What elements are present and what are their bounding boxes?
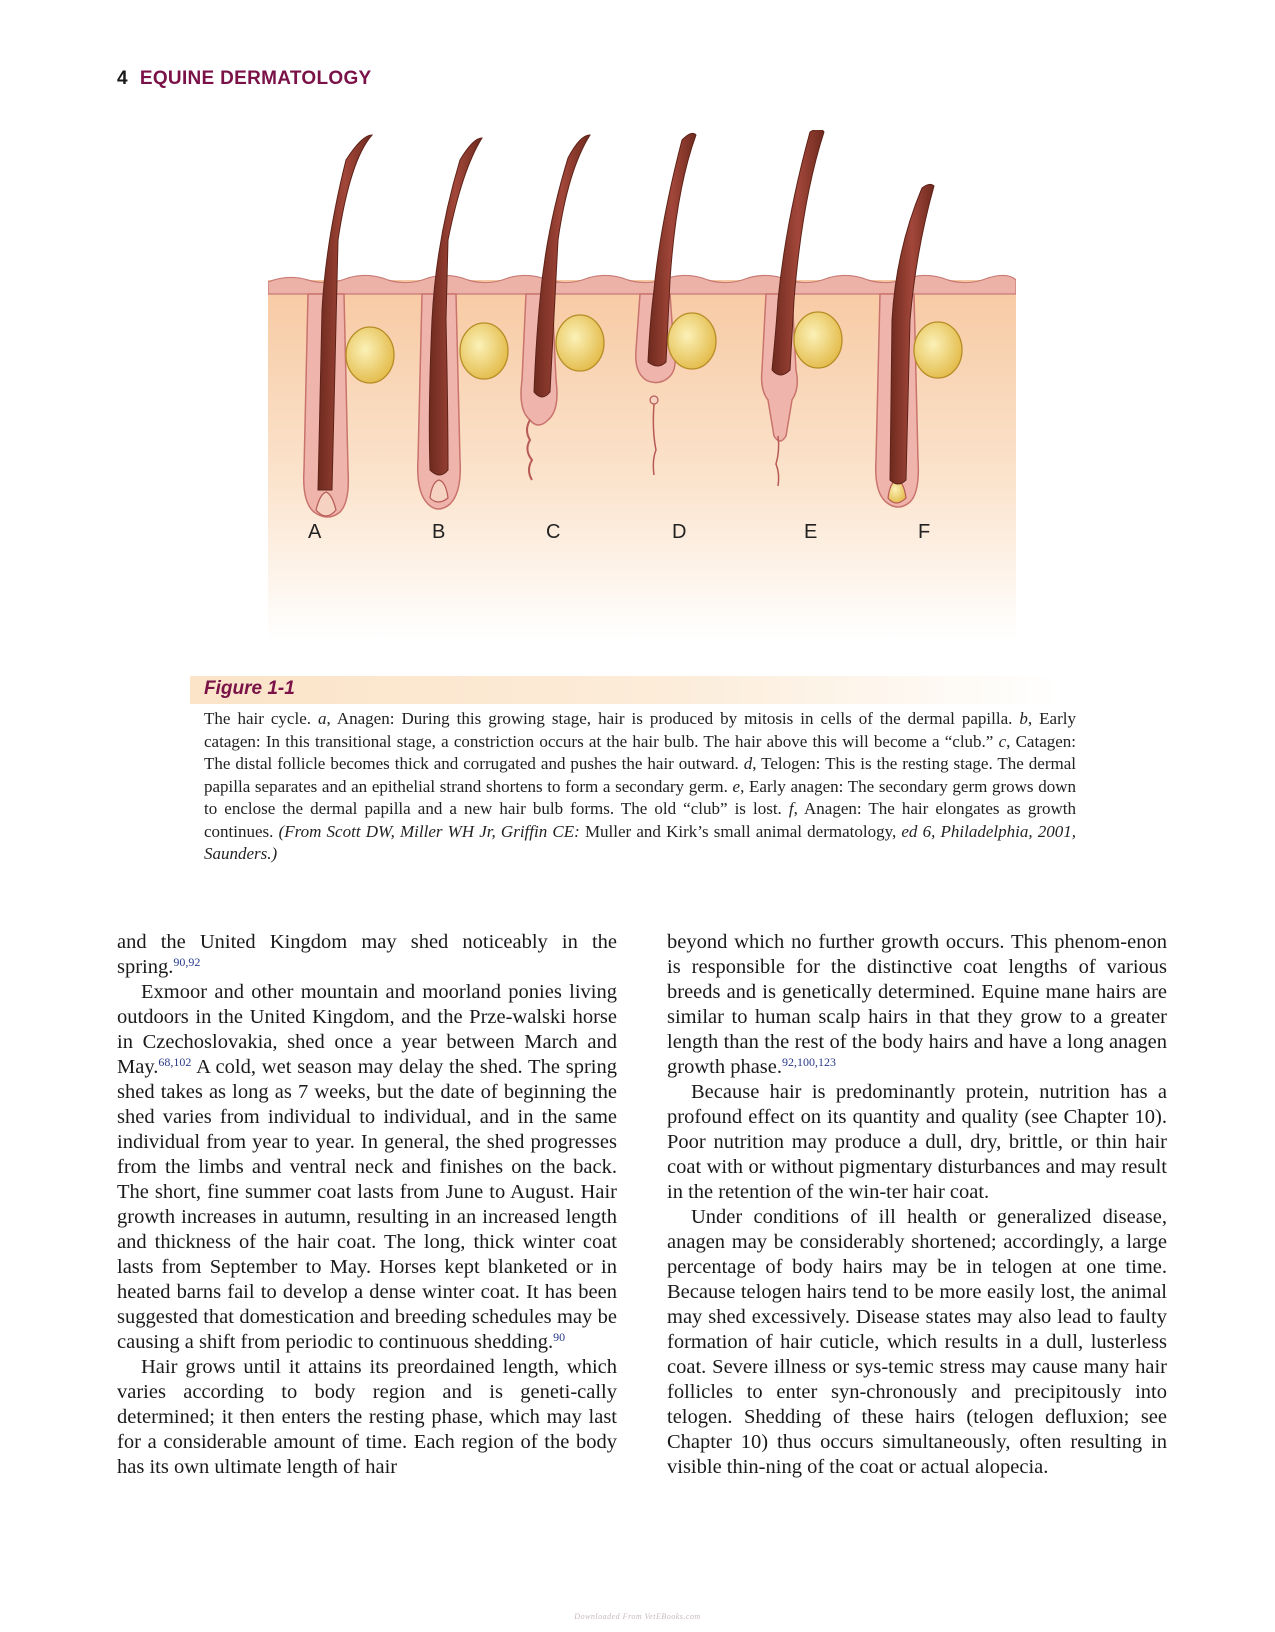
caption-segment: ed 6, Philadelphia, 2001, Saunders.): [204, 821, 1076, 863]
caption-segment: , Anagen: The hair elongates as growth continues.: [204, 799, 1076, 841]
page-number: 4: [117, 68, 128, 89]
caption-segment: , Anagen: During this growing stage, hair is produced by mitosis in cells of the dermal papilla.: [326, 709, 1020, 728]
caption-segment: a: [318, 709, 327, 728]
panel-label-f: F: [918, 521, 931, 543]
panel-label-c: C: [546, 521, 561, 543]
body-paragraph: [667, 930, 1167, 1080]
panel-label-d: D: [672, 521, 687, 543]
caption-segment: d: [743, 754, 753, 773]
caption-segment: e: [732, 776, 741, 796]
caption-segment: (From Scott DW, Miller WH Jr, Griffin CE:: [278, 821, 585, 841]
panel-label-b: B: [432, 521, 446, 543]
citation-superscript: 92,100,123: [782, 1055, 837, 1069]
caption-segment: b: [1019, 709, 1028, 728]
caption-segment: f: [788, 799, 794, 818]
paragraph-text: and the United Kingdom may shed noticeably in the spring.: [117, 931, 617, 978]
caption-segment: The hair cycle.: [204, 709, 319, 728]
body-paragraph: [667, 1205, 1167, 1480]
caption-segment: c: [998, 731, 1007, 751]
body-paragraph: [117, 930, 617, 980]
caption-segment: Muller and Kirk’s small animal dermatology,: [584, 821, 902, 841]
citation-superscript: 68,102: [158, 1055, 192, 1069]
book-title: EQUINE DERMATOLOGY: [139, 68, 372, 89]
panel-label-e: E: [804, 521, 818, 543]
download-watermark: Downloaded From VetEBooks.com: [574, 1612, 701, 1621]
caption-segment: , Early catagen: In this transitional stage, a constriction occurs at the hair bulb. The hair above this will become a “club.”: [204, 709, 1076, 751]
paragraph-text: A cold, wet season may delay the shed. The spring shed takes as long as 7 weeks, but the date of beginning the shed varies from individual to individual, and in the same individual from year to year. In general, the shed progresses from the limbs and ventral neck and finishes on the back. The short, fine summer coat lasts from June to August. Hair growth increases in autumn, resulting in an increased length and thickness of the hair coat. The long, thick winter coat lasts from September to May. Horses kept blanketed or in heated barns fail to develop a dense winter coat. It has been suggested that domestication and breeding schedules may be causing a shift from periodic to continuous shedding.: [117, 1056, 617, 1353]
paragraph-text: Because hair is predominantly protein, nutrition has a profound effect on its quantity and quality (see Chapter 10). Poor nutrition may produce a dull, dry, brittle, or thin hair coat with or without pigmentary disturbances and may result in the retention of the win-ter hair coat.: [667, 1081, 1167, 1203]
paragraph-text: beyond which no further growth occurs. This phenom-enon is responsible for the distinctive coat lengths of various breeds and is genetically determined. Equine mane hairs are similar to human scalp hairs in that they grow to a greater length than the rest of the body hairs and have a long anagen growth phase.: [667, 931, 1167, 1078]
citation-superscript: 90: [553, 1330, 566, 1344]
caption-segment: , Early anagen: The secondary germ grows down to enclose the dermal papilla and a new hair bulb forms. The old “club” is lost.: [204, 776, 1076, 818]
left-column: [117, 930, 617, 1480]
paragraph-text: Under conditions of ill health or generalized disease, anagen may be considerably shortened; accordingly, a large percentage of body hairs may be in telogen at one time. Because telogen hairs tend to be more easily lost, the animal may shed excessively. Disease states may also lead to faulty formation of hair cuticle, which results in a dull, lusterless coat. Severe illness or sys-temic stress may cause many hair follicles to enter syn-chronously and precipitously into telogen. Shedding of these hairs (telogen defluxion; see Chapter 10) thus occurs simultaneously, often resulting in visible thin-ning of the coat or actual alopecia.: [667, 1206, 1167, 1478]
figure-label-bar: [190, 676, 1060, 704]
body-paragraph: [117, 1355, 617, 1480]
paragraph-text: Hair grows until it attains its preordained length, which varies according to body region and is geneti-cally determined; it then enters the resting phase, which may last for a considerable amount of time. Each region of the body has its own ultimate length of hair: [117, 1356, 617, 1478]
caption-segment: , Telogen: This is the resting stage. The dermal papilla separates and an epithelial strand shortens to form a secondary germ.: [204, 754, 1076, 796]
paragraph-text: Exmoor and other mountain and moorland ponies living outdoors in the United Kingdom, and the Prze-walski horse in Czechoslovakia, shed once a year between March and May.: [117, 981, 617, 1078]
body-paragraph: [667, 1080, 1167, 1205]
citation-superscript: 90,92: [173, 955, 201, 969]
panel-label-a: A: [308, 521, 322, 543]
figure-label: Figure 1-1: [204, 678, 295, 699]
caption-segment: , Catagen: The distal follicle becomes thick and corrugated and pushes the hair outward.: [204, 731, 1077, 773]
figure-caption: [204, 708, 1076, 866]
hair-cycle-illustration: [268, 130, 1016, 640]
right-column: [667, 930, 1167, 1480]
running-head: [117, 68, 372, 90]
body-paragraph: [117, 980, 617, 1355]
